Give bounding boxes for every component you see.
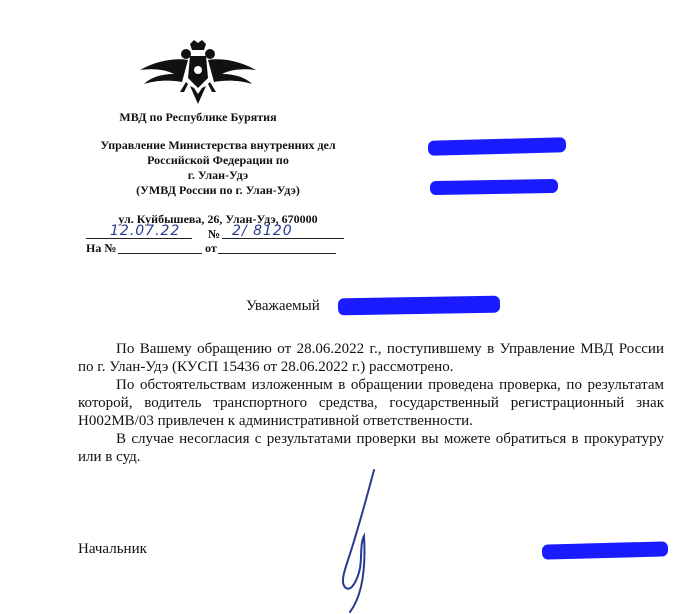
dept-name-line2: Российской Федерации по <box>147 153 289 167</box>
redacted-recipient-line2 <box>430 179 558 195</box>
date-handwritten: 12.07.22 <box>110 223 181 239</box>
letter-body <box>78 340 664 466</box>
salutation: Уважаемый <box>246 298 320 314</box>
ref-number-label: На № <box>86 241 117 255</box>
org-short-name: МВД по Республике Бурятия <box>119 110 277 124</box>
redacted-recipient-name <box>338 296 500 316</box>
number-label: № <box>208 227 221 241</box>
dept-name-line4: (УМВД России по г. Улан-Удэ) <box>136 183 300 197</box>
redacted-recipient-line1 <box>428 137 566 156</box>
paragraph-3: В случае несогласия с результатами проверки вы можете обратиться в прокуратуру или в суд. <box>78 431 664 465</box>
paragraph-1: По Вашему обращению от 28.06.2022 г., поступившему в Управление МВД России по г. Улан-Удэ (КУСП 15436 от 28.06.2022 г.) рассмотрено. <box>78 341 664 375</box>
double-headed-eagle-emblem-icon <box>136 38 260 110</box>
redacted-signatory-name <box>542 541 668 559</box>
number-handwritten: 2/ 8120 <box>232 223 293 239</box>
ref-number-underline <box>118 253 202 254</box>
ref-from-underline <box>218 253 336 254</box>
handwritten-signature-icon <box>300 460 420 614</box>
dept-name-line3: г. Улан-Удэ <box>187 168 249 182</box>
dept-name-line1: Управление Министерства внутренних дел <box>100 138 336 152</box>
signatory-title: Начальник <box>78 541 147 557</box>
ref-from-label: от <box>205 241 217 255</box>
paragraph-2: По обстоятельствам изложенным в обращении проведена проверка, по результатам которой, водитель транспортного средства, государственный регистрационный знак Н002МВ/03 привлечен к административной ответственности. <box>78 377 664 429</box>
address-line: ул. Куйбышева, 26, Улан-Удэ, 670000 <box>118 212 318 226</box>
